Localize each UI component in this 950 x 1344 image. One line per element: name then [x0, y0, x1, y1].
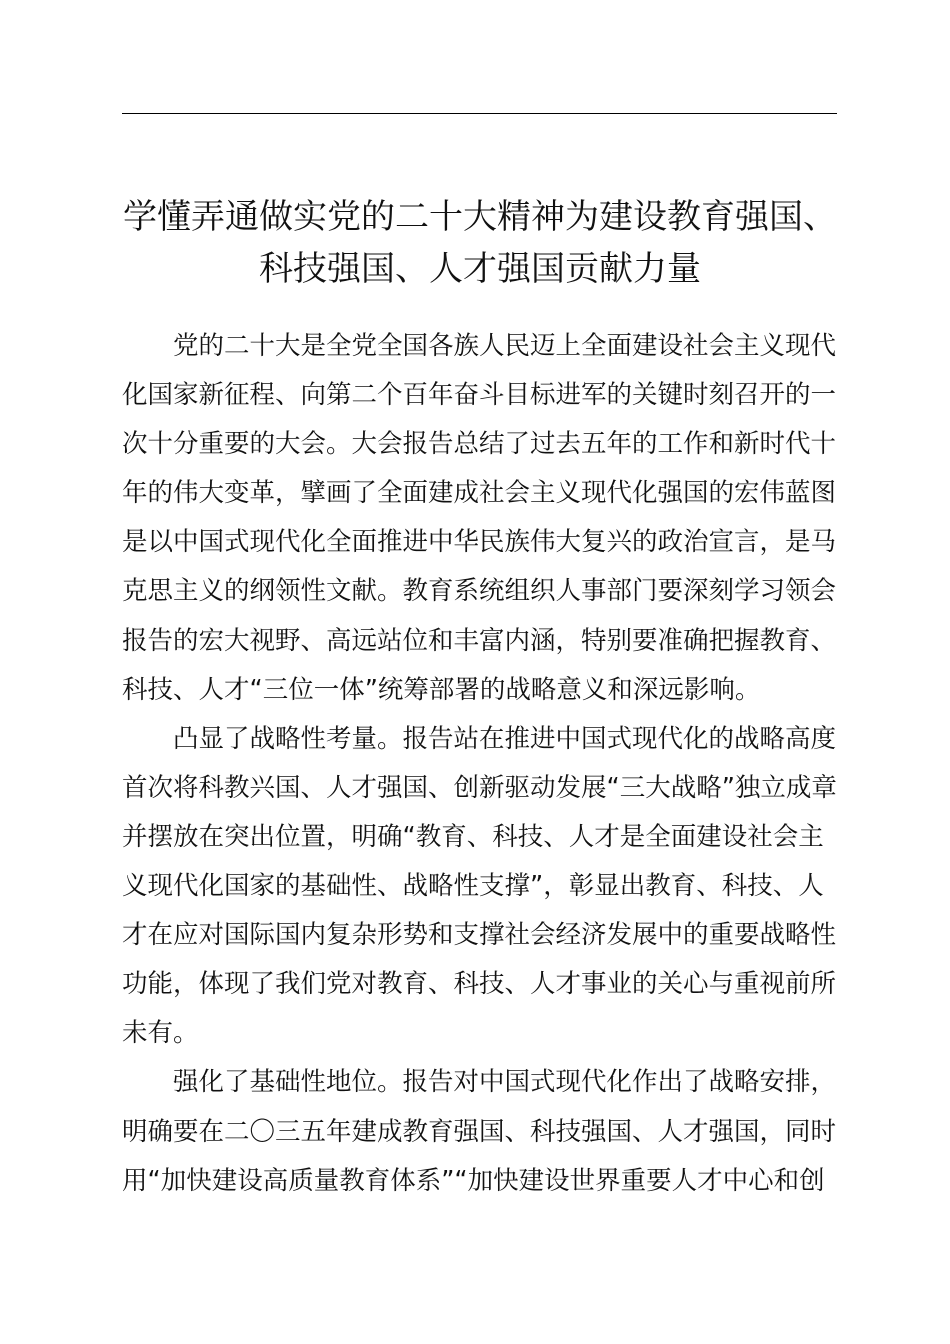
text-line: 首次将科教兴国、人才强国、创新驱动发展“三大战略”独立成章: [122, 772, 837, 803]
text-line: 科技、人才“三位一体”统筹部署的战略意义和深远影响。: [122, 674, 761, 705]
text-line: 用“加快建设高质量教育体系”“加快建设世界重要人才中心和创: [122, 1165, 825, 1196]
text-line: 义现代化国家的基础性、战略性支撑”，彰显出教育、科技、人: [122, 871, 824, 902]
text-line: 年的伟大变革，擘画了全面建成社会主义现代化强国的宏伟蓝图: [122, 478, 837, 509]
paragraph-3: [122, 1058, 842, 1205]
text-line: 次十分重要的大会。大会报告总结了过去五年的工作和新时代十: [122, 429, 837, 460]
text-line: 明确要在二〇三五年建成教育强国、科技强国、人才强国，同时: [122, 1116, 837, 1147]
text-line: 强化了基础性地位。报告对中国式现代化作出了战略安排，: [122, 1067, 837, 1098]
text-line: 凸显了战略性考量。报告站在推进中国式现代化的战略高度: [122, 723, 837, 754]
text-line: 未有。: [122, 1018, 199, 1049]
text-line: 党的二十大是全党全国各族人民迈上全面建设社会主义现代: [122, 331, 837, 361]
paragraph-2: [122, 715, 842, 1059]
text-line: 化国家新征程、向第二个百年奋斗目标进军的关键时刻召开的一: [122, 380, 837, 411]
document-body: [122, 322, 842, 1206]
title-line-2: 科技强国、人才强国贡献力量: [259, 248, 701, 289]
paragraph-1: [122, 322, 842, 715]
text-line: 是以中国式现代化全面推进中华民族伟大复兴的政治宣言，是马: [122, 527, 837, 558]
text-line: 并摆放在突出位置，明确“教育、科技、人才是全面建设社会主: [122, 821, 824, 852]
text-line: 克思主义的纲领性文献。教育系统组织人事部门要深刻学习领会: [122, 576, 837, 607]
text-line: 报告的宏大视野、高远站位和丰富内涵，特别要准确把握教育、: [122, 625, 837, 656]
title-line-1: 学懂弄通做实党的二十大精神为建设教育强国、: [123, 196, 837, 237]
text-line: 才在应对国际国内复杂形势和支撑社会经济发展中的重要战略性: [122, 920, 837, 951]
document-title: [110, 191, 850, 295]
text-line: 功能，体现了我们党对教育、科技、人才事业的关心与重视前所: [122, 969, 837, 1000]
header-rule: [122, 113, 837, 114]
